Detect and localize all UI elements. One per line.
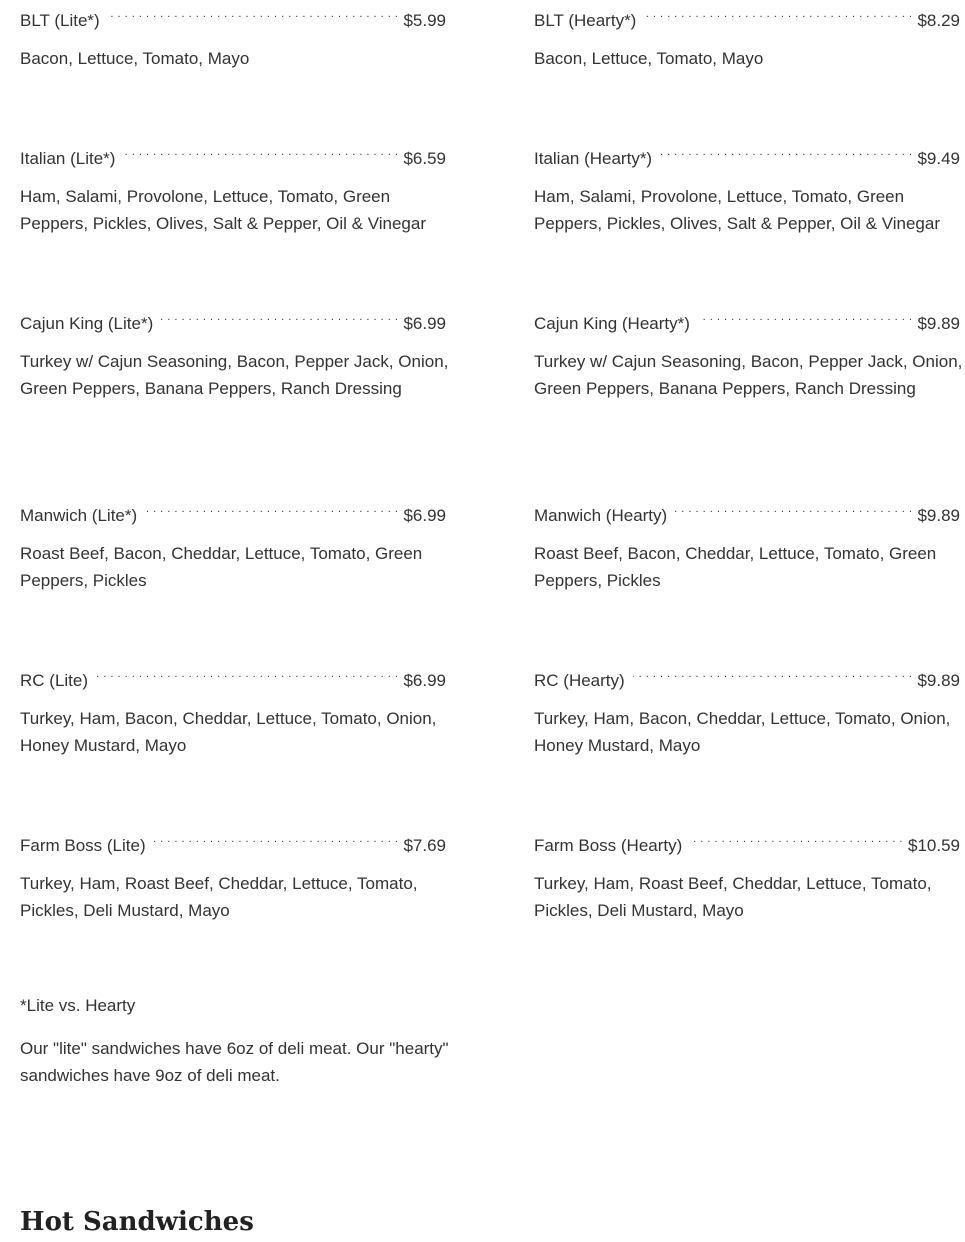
menu-item-description: Turkey w/ Cajun Seasoning, Bacon, Pepper Jack, Onion, Green Peppers, Banana Peppers, Ranch Dressing	[20, 352, 449, 398]
menu-item-cajun-king-hearty	[534, 309, 963, 402]
menu-item-header	[20, 501, 446, 525]
menu-item-price: $9.89	[917, 506, 960, 525]
note-title: *Lite vs. Hearty	[20, 996, 136, 1015]
menu-item-description: Roast Beef, Bacon, Cheddar, Lettuce, Tomato, Green Peppers, Pickles	[20, 544, 423, 590]
dot-leader	[698, 309, 913, 329]
dot-leader	[154, 831, 399, 851]
menu-item-description: Bacon, Lettuce, Tomato, Mayo	[534, 49, 764, 68]
menu-item-header	[534, 831, 960, 855]
menu-item-description: Turkey, Ham, Roast Beef, Cheddar, Lettuce, Tomato, Pickles, Deli Mustard, Mayo	[534, 874, 932, 920]
dot-leader	[660, 144, 912, 164]
menu-item-name: Italian (Hearty*)	[534, 149, 653, 168]
menu-item-price: $6.99	[403, 314, 446, 333]
menu-item-price: $10.59	[908, 836, 960, 855]
menu-item-name: Cajun King (Lite*)	[20, 314, 154, 333]
menu-item-name: Manwich (Hearty)	[534, 506, 668, 525]
menu-item-farm-boss-hearty	[534, 831, 960, 924]
menu-item-cajun-king-lite	[20, 309, 449, 402]
menu-item-price: $6.99	[403, 671, 446, 690]
note-text: Our "lite" sandwiches have 6oz of deli meat. Our "hearty" sandwiches have 9oz of deli meat.	[20, 1039, 449, 1085]
menu-item-manwich-lite	[20, 501, 446, 594]
menu-item-name: Farm Boss (Lite)	[20, 836, 146, 855]
menu-item-header	[20, 666, 446, 690]
menu-item-price: $9.89	[917, 671, 960, 690]
menu-item-price: $6.59	[403, 149, 446, 168]
menu-item-header	[20, 831, 446, 855]
menu-item-price: $9.49	[917, 149, 960, 168]
menu-item-farm-boss-lite	[20, 831, 446, 924]
dot-leader	[145, 501, 398, 521]
menu-item-name: BLT (Hearty*)	[534, 11, 637, 30]
menu-item-header	[534, 309, 960, 333]
menu-item-header	[20, 6, 446, 30]
menu-item-description: Turkey w/ Cajun Seasoning, Bacon, Pepper Jack, Onion, Green Peppers, Banana Peppers, Ranch Dressing	[534, 352, 963, 398]
dot-leader	[644, 6, 912, 26]
menu-item-rc-lite	[20, 666, 446, 759]
menu-item-description: Ham, Salami, Provolone, Lettuce, Tomato, Green Peppers, Pickles, Olives, Salt & Pepper, Oil & Vinegar	[20, 187, 426, 233]
section-heading-hot-sandwiches: Hot Sandwiches	[20, 1207, 254, 1237]
dot-leader	[161, 309, 398, 329]
menu-item-header	[534, 6, 960, 30]
menu-item-description: Ham, Salami, Provolone, Lettuce, Tomato, Green Peppers, Pickles, Olives, Salt & Pepper, Oil & Vinegar	[534, 187, 940, 233]
menu-item-name: Italian (Lite*)	[20, 149, 116, 168]
menu-item-rc-hearty	[534, 666, 960, 759]
menu-item-name: BLT (Lite*)	[20, 11, 100, 30]
dot-leader	[108, 6, 399, 26]
menu-item-header	[534, 144, 960, 168]
dot-leader	[675, 501, 912, 521]
menu-item-italian-lite	[20, 144, 446, 237]
menu-item-manwich-hearty	[534, 501, 960, 594]
menu-item-price: $5.99	[403, 11, 446, 30]
menu-item-price: $6.99	[403, 506, 446, 525]
menu-item-description: Turkey, Ham, Roast Beef, Cheddar, Lettuce, Tomato, Pickles, Deli Mustard, Mayo	[20, 874, 418, 920]
menu-item-name: RC (Hearty)	[534, 671, 625, 690]
menu-item-description: Turkey, Ham, Bacon, Cheddar, Lettuce, Tomato, Onion, Honey Mustard, Mayo	[20, 709, 437, 755]
dot-leader	[96, 666, 398, 686]
menu-item-header	[20, 144, 446, 168]
dot-leader	[690, 831, 903, 851]
menu-item-name: RC (Lite)	[20, 671, 89, 690]
menu-item-header	[534, 666, 960, 690]
menu-item-italian-hearty	[534, 144, 960, 237]
menu-item-price: $8.29	[917, 11, 960, 30]
dot-leader	[123, 144, 398, 164]
menu-item-blt-hearty	[534, 6, 960, 72]
menu-item-price: $9.89	[917, 314, 960, 333]
menu-item-price: $7.69	[403, 836, 446, 855]
menu-item-name: Manwich (Lite*)	[20, 506, 138, 525]
dot-leader	[633, 666, 913, 686]
menu-item-description: Bacon, Lettuce, Tomato, Mayo	[20, 49, 250, 68]
menu-item-description: Roast Beef, Bacon, Cheddar, Lettuce, Tomato, Green Peppers, Pickles	[534, 544, 937, 590]
menu-item-blt-lite	[20, 6, 446, 72]
menu-item-name: Cajun King (Hearty*)	[534, 314, 690, 333]
menu-item-header	[20, 309, 446, 333]
menu-item-name: Farm Boss (Hearty)	[534, 836, 683, 855]
menu-item-header	[534, 501, 960, 525]
menu-item-description: Turkey, Ham, Bacon, Cheddar, Lettuce, Tomato, Onion, Honey Mustard, Mayo	[534, 709, 951, 755]
lite-vs-hearty-note	[20, 996, 450, 1089]
